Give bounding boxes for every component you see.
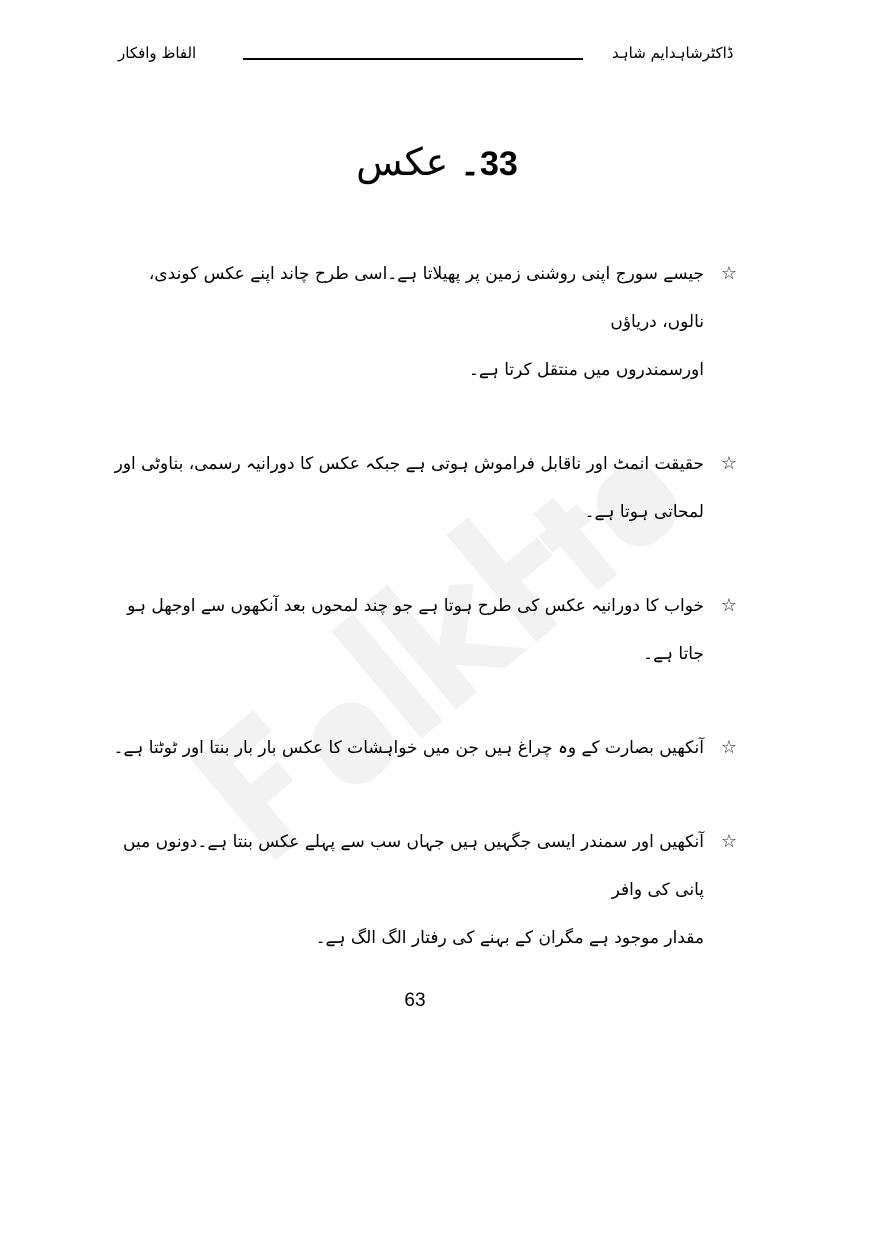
paragraph-2 [108, 440, 737, 536]
star-outline-icon: ☆ [720, 831, 737, 852]
chapter-number: 33۔ [460, 145, 518, 183]
header-divider [243, 58, 583, 60]
star-outline-icon: ☆ [720, 453, 737, 474]
paragraph-4 [108, 724, 737, 772]
header-book-title: الفاظ وافکار [118, 44, 197, 62]
star-outline-icon: ☆ [720, 737, 737, 758]
paragraph-line: خواب کا دورانیہ عکس کی طرح ہوتا ہے جو چند لمحوں بعد آنکھوں سے اوجھل ہو جاتا ہے۔ [127, 596, 704, 664]
paragraph-5 [108, 818, 737, 962]
star-outline-icon: ☆ [720, 263, 737, 284]
paragraph-1 [108, 250, 737, 394]
chapter-name: عکس [356, 140, 449, 184]
paragraph-line: آنکھیں بصارت کے وہ چراغ ہیں جن میں خواہشات کا عکس بار بار بنتا اور ٹوٹتا ہے۔ [113, 738, 704, 758]
header-author: ڈاکٹرشاہدایم شاہد [612, 44, 734, 62]
star-outline-icon: ☆ [720, 595, 737, 616]
paragraph-3 [108, 582, 737, 678]
chapter-title [0, 140, 874, 184]
paragraph-line: حقیقت انمٹ اور ناقابل فراموش ہوتی ہے جبکہ عکس کا دورانیہ رسمی، بناوٹی اور لمحاتی ہوتا ہے۔ [114, 454, 704, 522]
paragraph-line: اورسمندروں میں منتقل کرتا ہے۔ [468, 360, 704, 380]
paragraph-line: جیسے سورج اپنی روشنی زمین پر پھیلاتا ہے۔اسی طرح چاند اپنے عکس کوندی، نالوں، دریاؤں [148, 264, 704, 332]
paragraph-line: مقدار موجود ہے مگران کے بہنے کی رفتار الگ الگ ہے۔ [315, 928, 704, 948]
chapter-body [108, 250, 737, 1008]
page-number: 63 [404, 990, 426, 1011]
paragraph-line: آنکھیں اور سمندر ایسی جگہیں ہیں جہاں سب سے پہلے عکس بنتا ہے۔دونوں میں پانی کی وافر [123, 832, 704, 900]
